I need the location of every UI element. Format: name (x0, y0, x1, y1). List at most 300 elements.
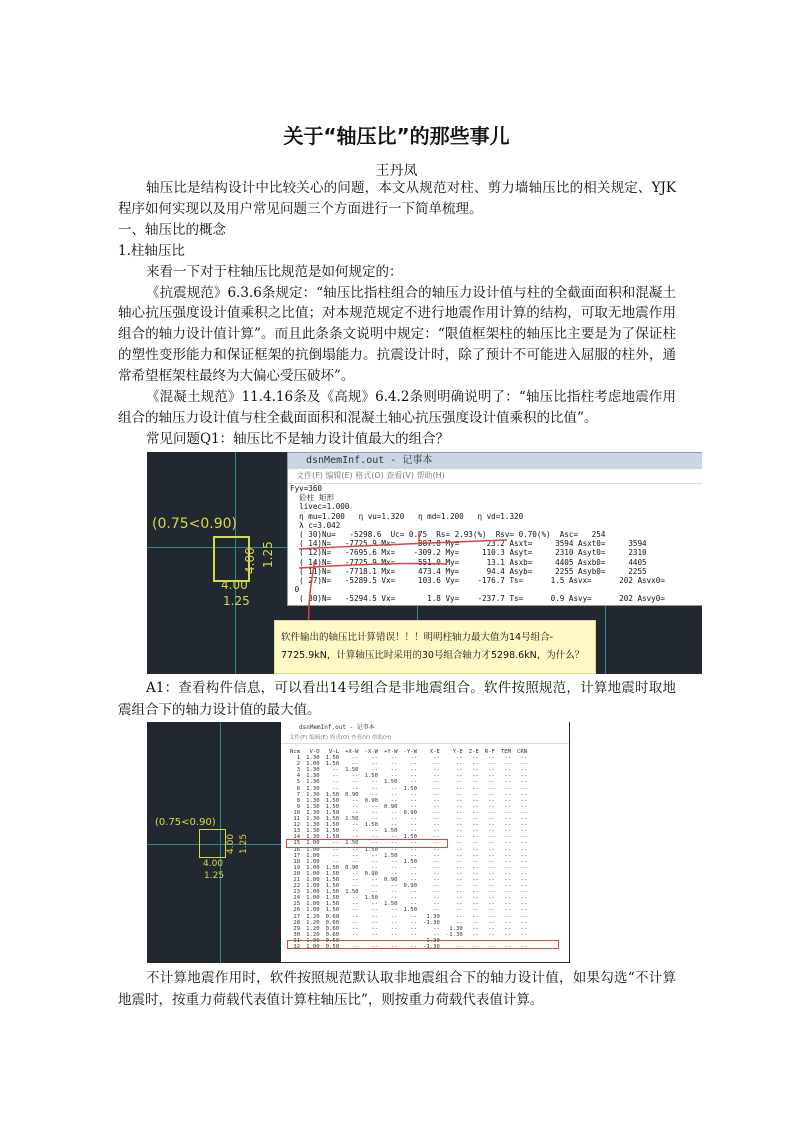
table-cell: -- (520, 907, 528, 914)
output-line: ( 11)N= -7718.1 Mx= 473.4 My= 94.4 Asyb= 2255 Asyb0= 2255 (290, 566, 647, 576)
table-cell: -- (351, 907, 359, 914)
table-cell: -- (504, 797, 512, 804)
table-cell: -- (488, 944, 495, 950)
table-cell: -- (472, 809, 479, 816)
output-line: livec=1.000 (290, 502, 350, 512)
table-cell: -- (488, 834, 495, 841)
table-cell: 1.30 (306, 828, 320, 835)
menu-bar[interactable]: 文件(F) 编辑(E) 格式(O) 查看(V) 帮助(H) (288, 469, 702, 484)
table-cell: -1.30 (445, 931, 463, 938)
table-cell: -- (455, 919, 463, 926)
table-cell: 16 (293, 846, 301, 853)
table-cell: -- (433, 809, 440, 816)
table-cell: -- (455, 889, 463, 896)
table-cell: 20 (293, 870, 301, 877)
table-cell: -- (520, 901, 528, 908)
table-cell: -- (351, 883, 359, 890)
table-cell: -- (455, 913, 463, 920)
table-cell: -- (504, 840, 512, 847)
figure-2-screenshot (147, 722, 570, 963)
output-line: ( 14)N= -7725.9 Mx= 551.0 My= 13.1 Asxb= 4405 Asxb0= 4405 (290, 557, 647, 567)
table-cell: -- (410, 944, 418, 950)
table-cell: -- (433, 889, 440, 896)
table-cell: -- (455, 785, 463, 792)
table-cell: 22 (293, 883, 301, 890)
table-cell: -- (390, 931, 398, 938)
output-line: Fyv=360 (290, 484, 323, 493)
table-cell: 1.50 (325, 870, 340, 877)
table-cell: 1.00 (306, 852, 320, 859)
table-cell: 4 (296, 773, 301, 780)
table-cell: -- (351, 925, 359, 932)
window-title: dsnMemInf.out - 记事本 (288, 453, 702, 469)
table-cell: -- (472, 822, 479, 829)
table-cell: -- (455, 755, 463, 762)
table-cell: 1.30 (306, 797, 320, 804)
table-cell: 1.00 (306, 858, 320, 865)
table-cell: 1.50 (345, 767, 359, 774)
table-cell: -- (504, 925, 512, 932)
table-cell: 1.50 (325, 907, 340, 914)
table-cell: -- (488, 816, 495, 823)
table-cell: -- (455, 907, 463, 914)
table-cell: -- (472, 834, 479, 841)
table-cell: -- (351, 779, 359, 786)
table-cell: -- (371, 925, 379, 932)
table-cell: 0.60 (325, 931, 340, 938)
table-cell: -- (488, 846, 495, 853)
table-cell: -- (433, 925, 440, 932)
table-cell: -- (520, 883, 528, 890)
table-cell: 1.50 (384, 852, 398, 859)
table-cell: -- (351, 761, 359, 768)
output-line: λ c=3.042 (290, 520, 341, 530)
table-cell: 1.20 (306, 913, 320, 920)
table-cell: -- (488, 779, 495, 786)
table-cell: -- (371, 785, 379, 792)
table-cell: -- (488, 907, 495, 914)
table-cell: 0.90 (403, 809, 418, 816)
table-cell: -- (520, 779, 528, 786)
table-cell: -- (390, 870, 398, 877)
table-cell: -- (472, 901, 479, 908)
table-cell: -- (455, 773, 463, 780)
table-cell: -- (520, 931, 528, 938)
table-cell: 1.00 (306, 840, 320, 847)
table-cell: -- (351, 846, 359, 853)
table-cell: 1.00 (306, 937, 320, 944)
table-cell: -- (488, 883, 495, 890)
table-cell: -- (504, 816, 512, 823)
table-cell: -- (488, 809, 495, 816)
table-cell: -- (472, 913, 479, 920)
table-cell: 1.50 (403, 785, 418, 792)
table-cell: 1.20 (306, 919, 320, 926)
column-header: TEM (500, 749, 512, 755)
table-cell: -- (433, 785, 440, 792)
table-cell: -- (455, 822, 463, 829)
table-cell: -- (504, 779, 512, 786)
table-cell: -- (390, 755, 398, 762)
table-cell: -- (472, 767, 479, 774)
table-cell: -- (455, 852, 463, 859)
table-cell: -- (371, 779, 379, 786)
table-cell: -- (433, 803, 440, 810)
table-cell: -- (371, 876, 379, 883)
combination-table (287, 749, 530, 950)
table-cell: 1.50 (325, 828, 340, 835)
table-cell: -- (410, 779, 418, 786)
column-header: +Y-W (384, 749, 398, 755)
author: 王丹凤 (375, 163, 418, 179)
table-cell: -- (410, 852, 418, 859)
dimension-label: 4.00 (221, 578, 248, 592)
table-cell: -- (504, 889, 512, 896)
table-cell: -- (472, 852, 479, 859)
table-cell: -- (488, 755, 495, 762)
table-cell: -- (488, 901, 495, 908)
table-cell: -- (390, 944, 398, 950)
table-cell: -- (520, 876, 528, 883)
table-cell: -- (410, 773, 418, 780)
table-cell: -- (433, 755, 440, 762)
table-cell: -- (351, 913, 359, 920)
table-cell: -- (520, 925, 528, 932)
table-cell: -- (472, 797, 479, 804)
table-cell: -- (371, 834, 379, 841)
table-cell: -- (488, 870, 495, 877)
table-cell: 1.30 (306, 785, 320, 792)
table-cell: 1.50 (325, 876, 340, 883)
table-cell: -- (455, 846, 463, 853)
table-cell: -- (371, 791, 379, 798)
paragraph: 来看一下对于柱轴压比规范是如何规定的： (146, 263, 403, 280)
table-cell: 17 (293, 852, 301, 859)
table-cell: -- (410, 828, 418, 835)
table-cell: -- (455, 870, 463, 877)
table-cell: -- (520, 889, 528, 896)
table-cell: -- (390, 858, 398, 865)
table-cell: 30 (293, 931, 301, 938)
table-cell: 25 (293, 901, 301, 908)
table-cell: -- (488, 803, 495, 810)
table-cell: -- (504, 761, 512, 768)
table-cell: -- (410, 931, 418, 938)
table-cell: -- (390, 822, 398, 829)
table-cell: 1.00 (306, 883, 320, 890)
table-cell: 1.00 (306, 761, 320, 768)
table-cell: 1.20 (306, 931, 320, 938)
table-cell: 13 (293, 828, 301, 835)
table-cell: -- (390, 767, 398, 774)
table-cell: 12 (293, 822, 301, 829)
table-cell: -- (520, 852, 528, 859)
table-cell: -- (520, 870, 528, 877)
column-header: +X-W (345, 749, 359, 755)
table-cell: -- (488, 931, 495, 938)
table-cell: 2 (296, 761, 301, 768)
table-cell: -- (390, 840, 398, 847)
table-cell: -- (520, 919, 528, 926)
dimension-label: 4.00 (203, 859, 224, 869)
table-cell: 1.30 (306, 767, 320, 774)
table-cell: -- (390, 864, 398, 871)
table-cell: -- (488, 858, 495, 865)
table-cell: -- (351, 852, 359, 859)
paragraph: 《混凝土规范》11.4.16条及《高规》6.4.2条则明确说明了：“轴压比指柱考虑地震作用组合的轴压力设计值与柱全截面面积和混凝土轴心抗压强度设计值乘积的比值”。 (118, 389, 676, 426)
table-cell: -- (472, 864, 479, 871)
table-cell: -- (472, 937, 479, 944)
window-title: dsnMemInf.out - 记事本 (281, 722, 569, 733)
table-cell: 23 (293, 889, 301, 896)
table-cell: 1.50 (364, 822, 379, 829)
menu-bar[interactable]: 文件(F) 编辑(E) 格式(O) 查看(V) 帮助(H) (281, 733, 569, 744)
table-cell: 0.90 (345, 864, 359, 871)
output-line: η mu=1.200 η vu=1.320 η md=1.200 η vd=1.320 (290, 511, 524, 521)
table-cell: 1.00 (306, 846, 320, 853)
dimension-label: 1.25 (204, 871, 225, 881)
table-cell: -- (504, 828, 512, 835)
table-cell: 0.50 (325, 944, 340, 950)
table-cell: -- (520, 797, 528, 804)
column-header: X-E (429, 749, 440, 755)
table-cell: -- (520, 913, 528, 920)
table-cell: -- (488, 761, 495, 768)
table-cell: -- (410, 889, 418, 896)
table-cell: -- (504, 846, 512, 853)
table-cell: 24 (293, 895, 301, 902)
table-cell: -- (472, 761, 479, 768)
table-cell: -- (371, 816, 379, 823)
table-cell: -- (410, 840, 418, 847)
table-cell: -- (371, 755, 379, 762)
table-cell: -- (504, 937, 512, 944)
table-cell: -- (488, 937, 495, 944)
table-cell: 0.60 (325, 919, 340, 926)
table-cell: 1.50 (325, 864, 340, 871)
table-cell: -- (455, 761, 463, 768)
table-cell: 1.50 (325, 803, 340, 810)
table-cell: -- (351, 876, 359, 883)
table-cell: -- (410, 870, 418, 877)
table-cell: -- (351, 773, 359, 780)
column-header: V-D (309, 749, 320, 755)
table-cell: -- (455, 901, 463, 908)
table-cell: 0.90 (384, 803, 398, 810)
table-cell: -- (488, 822, 495, 829)
table-cell: -- (332, 767, 340, 774)
table-cell: 1.50 (325, 755, 340, 762)
table-cell: -- (504, 870, 512, 877)
dimension-label: 4.00 (226, 833, 236, 854)
section-heading: 一、轴压比的概念 (118, 221, 226, 238)
table-cell: -- (472, 870, 479, 877)
table-cell: -- (488, 876, 495, 883)
table-cell: -- (488, 840, 495, 847)
table-cell: -- (520, 785, 528, 792)
table-cell: -- (371, 858, 379, 865)
table-cell: 1.30 (306, 755, 320, 762)
table-cell: 1.30 (306, 834, 320, 841)
table-cell: 1.50 (384, 779, 398, 786)
table-cell: 1.50 (345, 889, 359, 896)
table-cell: 1.50 (325, 797, 340, 804)
table-cell: 10 (293, 809, 301, 816)
table-cell: -- (520, 895, 528, 902)
table-cell: -- (472, 828, 479, 835)
table-cell: -- (332, 785, 340, 792)
table-cell: -- (390, 773, 398, 780)
table-cell: 5 (296, 779, 301, 786)
table-cell: -- (433, 767, 440, 774)
table-cell: -- (488, 828, 495, 835)
table-cell: -- (488, 925, 495, 932)
table-cell: -- (351, 797, 359, 804)
table-cell: -- (504, 803, 512, 810)
table-cell: -- (472, 944, 479, 950)
column-header: V-L (328, 749, 340, 755)
table-cell: 1.50 (325, 883, 340, 890)
table-cell: -- (433, 858, 440, 865)
dimension-label: 1.25 (239, 833, 249, 854)
table-cell: -- (371, 803, 379, 810)
table-cell: 27 (293, 913, 301, 920)
table-cell: -- (390, 761, 398, 768)
column-header: Y-E (452, 749, 463, 755)
column-header: Z-E (468, 749, 479, 755)
output-line: ( 27)N= -5289.5 Vx= 103.6 Vy= -176.7 Ts= 1.5 Asvx= 202 Asvx0= (290, 576, 665, 586)
table-cell: 29 (293, 925, 301, 932)
table-cell: -- (455, 816, 463, 823)
table-cell: -- (455, 883, 463, 890)
table-cell: -- (472, 907, 479, 914)
table-cell: 21 (293, 876, 301, 883)
table-cell: -- (371, 937, 379, 944)
table-cell: -- (455, 895, 463, 902)
table-cell: -- (488, 919, 495, 926)
table-cell: 0.90 (345, 791, 359, 798)
table-cell: -- (455, 834, 463, 841)
table-cell: 1.00 (306, 876, 320, 883)
table-cell: -- (488, 889, 495, 896)
table-cell: 7 (296, 791, 301, 798)
table-cell: 0.50 (325, 937, 340, 944)
table-cell: 1.20 (306, 925, 320, 932)
table-cell: -- (433, 797, 440, 804)
output-line: 0 (290, 585, 300, 595)
table-cell: -- (520, 944, 528, 950)
table-cell: -- (455, 840, 463, 847)
table-cell: -- (472, 846, 479, 853)
table-cell: -- (488, 767, 495, 774)
table-cell: -- (472, 779, 479, 786)
table-cell: 1.30 (306, 803, 320, 810)
table-cell: 32 (293, 944, 301, 950)
output-line: ( 12)N= -7695.6 Mx= -309.2 My= 110.3 Asyt= 2310 Asyt0= 2310 (290, 548, 647, 558)
table-cell: -- (488, 785, 495, 792)
table-cell: 1.30 (306, 791, 320, 798)
table-cell: 0.90 (403, 883, 418, 890)
table-cell: 0.90 (364, 797, 379, 804)
table-cell: -- (504, 944, 512, 950)
table-cell: -- (488, 913, 495, 920)
column-header: -X-W (364, 749, 379, 755)
table-cell: -- (520, 767, 528, 774)
table-cell: -- (332, 773, 340, 780)
table-cell: 1.00 (306, 901, 320, 908)
table-cell: -- (332, 840, 340, 847)
table-cell: -- (351, 944, 359, 950)
table-cell: 1.00 (306, 895, 320, 902)
table-cell: -- (433, 828, 440, 835)
dimension-label: 4.00 (243, 547, 257, 574)
table-cell: -- (332, 846, 340, 853)
table-cell: -- (351, 828, 359, 835)
table-cell: -- (433, 816, 440, 823)
table-cell: -- (410, 913, 418, 920)
table-cell: -- (390, 797, 398, 804)
table-cell: -- (390, 937, 398, 944)
table-cell: -- (351, 895, 359, 902)
table-cell: -- (410, 876, 418, 883)
table-cell: -- (332, 858, 340, 865)
highlight-row-30 (287, 937, 559, 949)
table-cell: -- (472, 785, 479, 792)
table-cell: -- (371, 809, 379, 816)
column-header: CRN (517, 749, 528, 755)
table-cell: 1.00 (306, 907, 320, 914)
table-cell: -- (371, 883, 379, 890)
axial-ratio-label: (0.75<0.90) (152, 516, 237, 532)
table-cell: -- (455, 791, 463, 798)
table-cell: -- (504, 834, 512, 841)
table-cell: 1.30 (426, 937, 440, 944)
table-cell: -- (390, 889, 398, 896)
table-cell: -- (455, 828, 463, 835)
table-cell: -- (520, 822, 528, 829)
table-cell: -- (351, 858, 359, 865)
table-cell: 1.50 (364, 846, 379, 853)
table-cell: -- (472, 925, 479, 932)
table-cell: -- (332, 852, 340, 859)
table-cell: -- (504, 913, 512, 920)
table-cell: -- (504, 785, 512, 792)
table-cell: -- (371, 767, 379, 774)
table-cell: 6 (296, 785, 301, 792)
table-cell: -- (410, 846, 418, 853)
table-cell: -- (520, 755, 528, 762)
table-cell: -- (455, 937, 463, 944)
figure-1-screenshot (147, 452, 702, 674)
table-cell: -- (433, 773, 440, 780)
note-text: 7725.9kN，计算轴压比时采用的30号组合轴力才5298.6kN，为什么？ (281, 650, 585, 661)
table-cell: 1.50 (325, 822, 340, 829)
table-cell: -- (410, 797, 418, 804)
table-cell: 1.50 (364, 773, 379, 780)
table-cell: -- (433, 852, 440, 859)
table-cell: -- (433, 761, 440, 768)
table-cell: -- (504, 895, 512, 902)
table-cell: 15 (293, 840, 301, 847)
table-cell: -- (410, 791, 418, 798)
table-cell: -- (390, 895, 398, 902)
table-cell: 1.50 (345, 816, 359, 823)
highlight-row-14 (286, 839, 448, 848)
table-cell: -- (410, 803, 418, 810)
table-cell: -- (455, 779, 463, 786)
table-cell: -- (433, 822, 440, 829)
intro-paragraph: 轴压比是结构设计中比较关心的问题，本文从规范对柱、剪力墙轴压比的相关规定、YJK程序如何实现以及用户常见问题三个方面进行一下简单梳理。 (118, 180, 676, 217)
